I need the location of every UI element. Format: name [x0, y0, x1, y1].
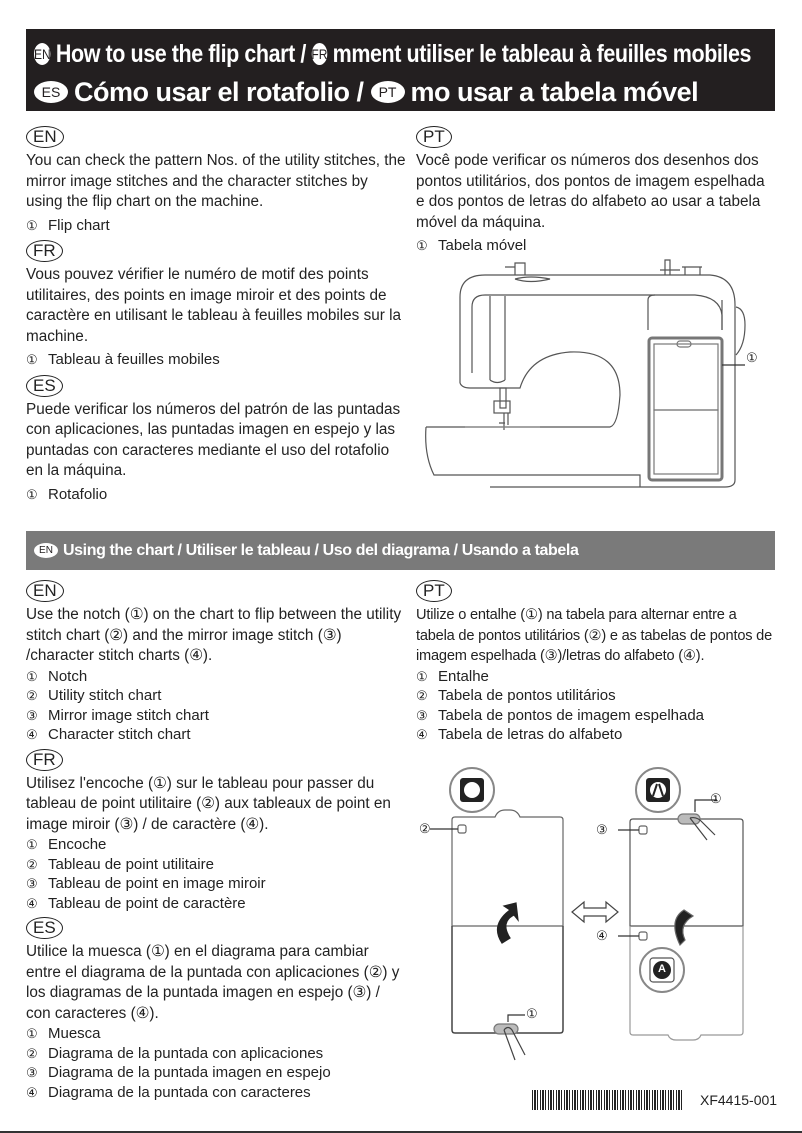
list-item — [26, 216, 406, 236]
item-label: Tabela de pontos utilitários — [438, 687, 616, 704]
list-item — [26, 1063, 406, 1083]
header-title-pt: mo usar a tabela móvel — [410, 77, 699, 107]
list-item — [26, 667, 406, 687]
item-label: Tableau de point en image miroir — [48, 875, 266, 892]
item-label: Diagrama de la puntada imagen en espejo — [48, 1064, 331, 1081]
section2-pt-body: Utilize o entalhe (①) na tabela para alternar entre a tabela de pontos utilitários (②) e as tabelas de pontos de imagem espelhada (③)/letras do alfabeto (④). — [416, 607, 773, 664]
header-title-fr: mment utiliser le tableau à feuilles mobiles — [332, 40, 752, 68]
item-number: ① — [416, 238, 428, 253]
list-item — [26, 1024, 406, 1044]
callout-4: ④ — [596, 928, 608, 943]
section1-pt-body: Você pode verificar os números dos desenhos dos pontos utilitários, dos pontos de imagem espelhada e dos pontos de letras do alfabeto ao usar a tabela móvel da máquina. — [416, 152, 765, 231]
lang-badge-en: EN — [34, 43, 51, 65]
item-number: ② — [416, 688, 428, 703]
document-code: XF4415-001 — [700, 1092, 778, 1108]
section1-fr-body: Vous pouvez vérifier le numéro de motif des points utilitaires, des points en image miroir et des points de caractère en utilisant le tableau à feuilles mobiles sur la machine. — [26, 266, 401, 345]
item-label: Tableau de point de caractère — [48, 894, 246, 912]
item-number: ① — [26, 837, 38, 852]
sewing-machine-illustration — [420, 255, 780, 495]
lang-tag-es: ES — [26, 917, 63, 939]
item-label: Tableau à feuilles mobiles — [48, 351, 220, 368]
list-item — [26, 1083, 406, 1103]
lang-tag-pt: PT — [416, 580, 452, 602]
list-item — [26, 725, 406, 745]
callout-flip-chart: ① — [746, 350, 758, 365]
item-number: ④ — [416, 727, 428, 742]
list-item — [416, 686, 776, 706]
section2-es-body: Utilice la muesca (①) en el diagrama para cambiar entre el diagrama de la puntada con aplicaciones (②) y los diagramas de la puntada imagen en espejo (③) / con caracteres (④). — [26, 943, 400, 1022]
item-number: ① — [26, 1026, 38, 1041]
section2-left-column — [26, 580, 406, 1102]
lang-tag-es: ES — [26, 375, 63, 397]
item-number: ② — [26, 688, 38, 703]
header-line-1 — [34, 35, 752, 73]
item-label: Tableau de point utilitaire — [48, 855, 214, 873]
list-item — [26, 855, 406, 875]
section1-fr — [26, 240, 406, 370]
item-number: ③ — [26, 1065, 38, 1080]
section1-es-body: Puede verificar los números del patrón de las puntadas con aplicaciones, las puntadas imagen en espejo y las puntadas con caracteres mediante el uso del rotafolio en la máquina. — [26, 400, 401, 479]
lang-badge-es: ES — [34, 81, 68, 103]
section1-en-body: You can check the pattern Nos. of the utility stitches, the mirror image stitches and the character stitches by using the flip chart on the machine. — [26, 152, 406, 210]
list-item — [416, 236, 776, 256]
item-label: Tabela móvel — [438, 237, 527, 254]
list-item — [26, 894, 406, 914]
list-item — [416, 706, 776, 726]
lang-tag-en: EN — [26, 580, 64, 602]
sewing-machine-icon — [420, 255, 780, 495]
page-header — [26, 29, 775, 111]
lang-badge-pt: PT — [371, 81, 405, 103]
character-stitch-icon: A — [658, 963, 666, 975]
section1-en — [26, 126, 406, 235]
item-label: Rotafolio — [48, 485, 108, 503]
item-number: ④ — [26, 727, 38, 742]
callout-1-right: ① — [710, 791, 722, 806]
list-item — [26, 686, 406, 706]
item-label: Diagrama de la puntada con aplicaciones — [48, 1044, 324, 1062]
item-label: Tabela de letras do alfabeto — [438, 726, 623, 743]
lang-tag-pt: PT — [416, 126, 452, 148]
lang-badge-en: EN — [34, 543, 58, 558]
lang-badge-fr: FR — [311, 43, 327, 65]
lang-tag-fr: FR — [26, 749, 63, 771]
item-label: Notch — [48, 667, 88, 685]
item-label: Entalhe — [438, 667, 489, 685]
list-item — [416, 667, 776, 687]
callout-3: ③ — [596, 822, 608, 837]
item-label: Encoche — [48, 836, 107, 853]
list-item — [26, 874, 406, 894]
section2-header-bar — [26, 531, 775, 570]
item-number: ④ — [26, 1084, 38, 1100]
item-label: Character stitch chart — [48, 726, 191, 743]
item-label: Flip chart — [48, 216, 110, 234]
item-number: ② — [26, 856, 38, 872]
section2-fr — [26, 749, 406, 914]
header-title-es: Cómo usar el rotafolio / — [74, 77, 371, 107]
section2-es — [26, 917, 406, 1102]
callout-1-left: ① — [526, 1006, 538, 1021]
list-item — [416, 725, 776, 745]
list-item — [26, 706, 406, 726]
flip-chart-illustration-icon — [410, 760, 780, 1080]
callout-2: ② — [419, 821, 431, 836]
section2-pt — [416, 580, 776, 745]
item-number: ① — [416, 668, 428, 684]
header-title-en: How to use the flip chart / — [55, 40, 312, 68]
item-number: ② — [26, 1045, 38, 1061]
item-number: ① — [26, 668, 38, 684]
list-item — [26, 835, 406, 855]
section1-pt — [416, 126, 776, 256]
item-number: ① — [26, 486, 38, 502]
item-label: Muesca — [48, 1025, 101, 1042]
section2-fr-body: Utilisez l'encoche (①) sur le tableau pour passer du tableau de point utilitaire (②) aux tableaux de point en image miroir (③) / de caractère (④). — [26, 774, 391, 833]
section2-title: Using the chart / Utiliser le tableau / Uso del diagrama / Usando a tabela — [63, 541, 579, 559]
item-label: Diagrama de la puntada con caracteres — [48, 1083, 311, 1101]
list-item — [26, 1044, 406, 1064]
section1-es — [26, 375, 406, 505]
item-label: Mirror image stitch chart — [48, 706, 209, 724]
list-item — [26, 350, 406, 370]
lang-tag-en: EN — [26, 126, 64, 148]
item-label: Tabela de pontos de imagem espelhada — [438, 706, 705, 724]
list-item — [26, 485, 406, 505]
barcode — [532, 1090, 682, 1110]
flip-chart-diagram — [410, 760, 780, 1080]
item-number: ③ — [26, 876, 38, 891]
section2-en-body: Use the notch (①) on the chart to flip between the utility stitch chart (②) and the mirror image stitch (③) /character stitch charts (④). — [26, 606, 402, 664]
item-number: ① — [26, 217, 38, 233]
item-label: Utility stitch chart — [48, 687, 162, 704]
item-number: ③ — [416, 707, 428, 723]
item-number: ③ — [26, 707, 38, 723]
item-number: ④ — [26, 895, 38, 911]
section2-en — [26, 580, 406, 745]
item-number: ① — [26, 352, 38, 367]
header-line-2 — [34, 73, 775, 111]
section1-left-column — [26, 126, 406, 504]
lang-tag-fr: FR — [26, 240, 63, 262]
